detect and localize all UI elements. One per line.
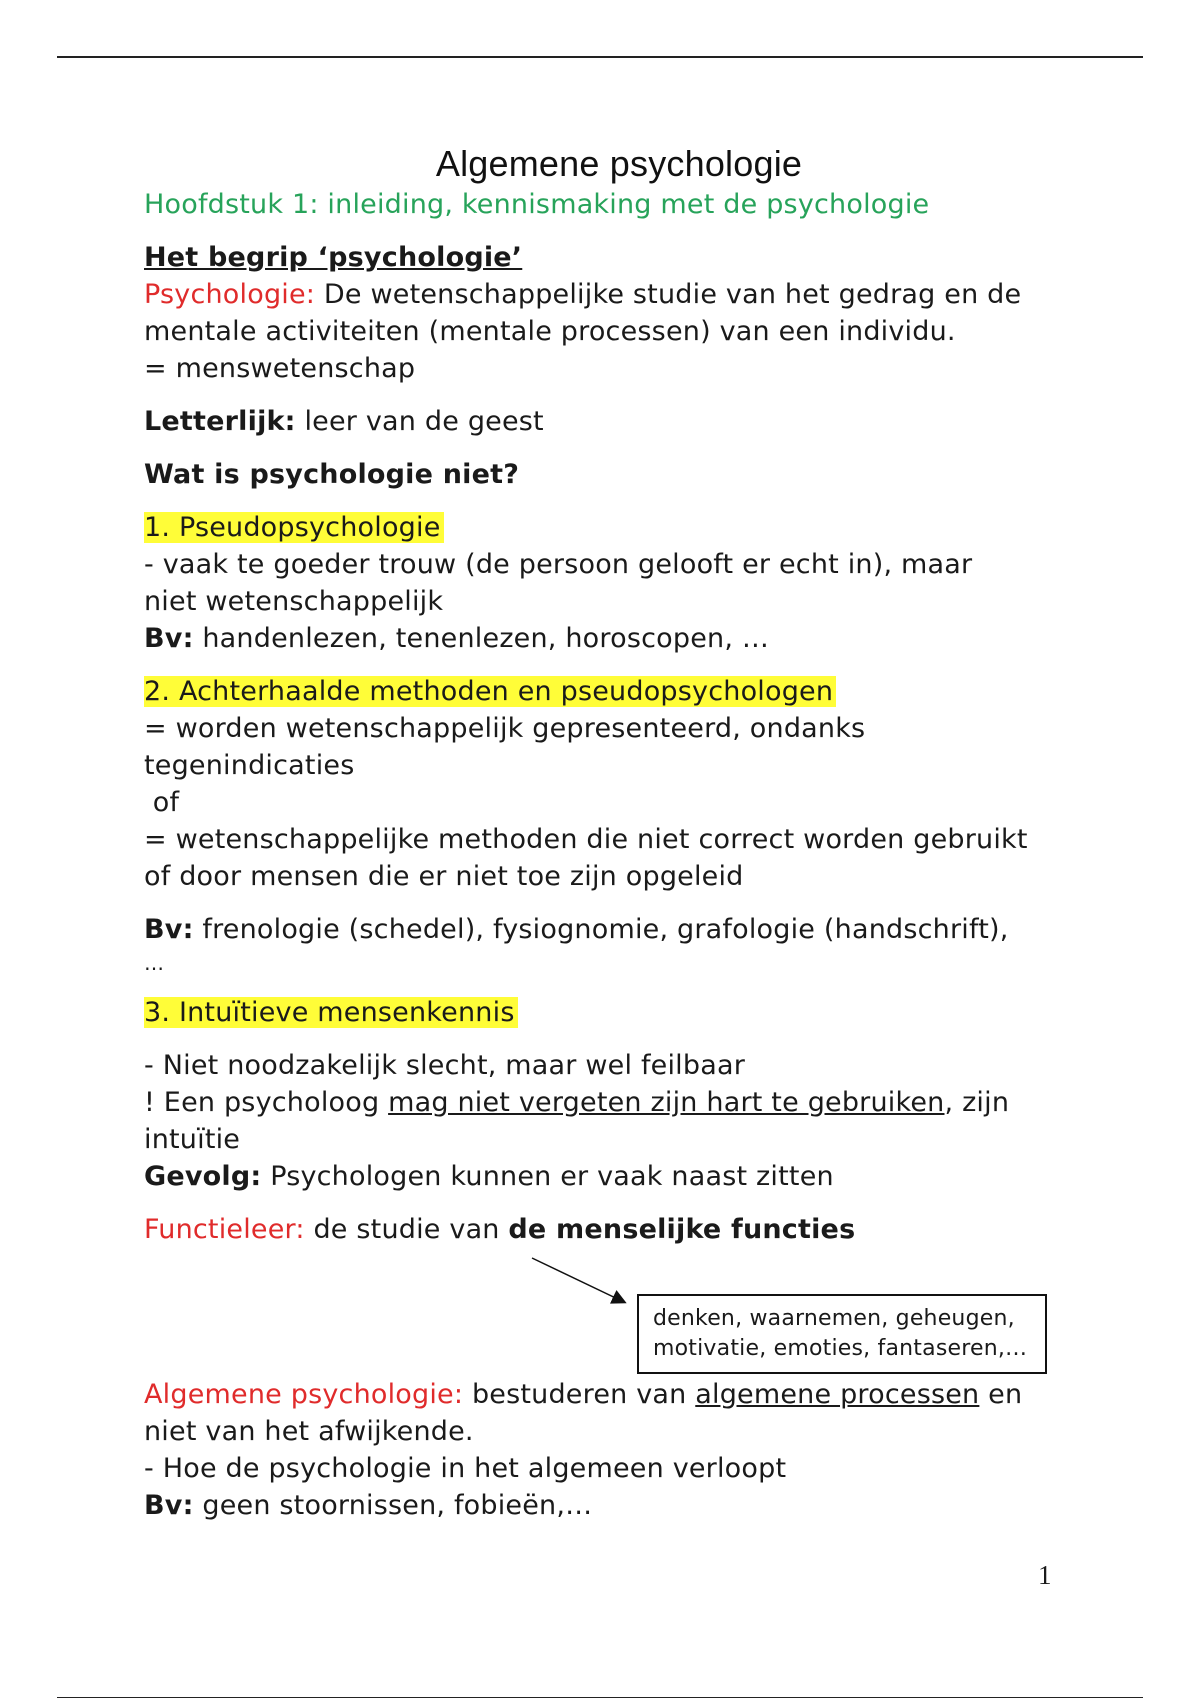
item3-line: ! Een psycholoog mag niet vergeten zijn hart te gebruiken, zijn — [144, 1087, 1010, 1118]
algemeen-line: Algemene psychologie: bestuderen van algemene processen en — [144, 1379, 1023, 1410]
algemeen-line: niet van het afwijkende. — [144, 1416, 474, 1447]
definition-line: mentale activiteiten (mentale processen) van een individu. — [144, 316, 956, 347]
item2-title: 2. Achterhaalde methoden en pseudopsychologen — [144, 676, 836, 707]
page-number: 1 — [1038, 1560, 1052, 1590]
item2-example: Bv: frenologie (schedel), fysiognomie, grafologie (handschrift), — [144, 914, 1009, 945]
letterlijk-line: Letterlijk: leer van de geest — [144, 406, 544, 437]
algemeen-line: - Hoe de psychologie in het algemeen verloopt — [144, 1453, 787, 1484]
item2-line: of — [144, 787, 180, 818]
item1-line: - vaak te goeder trouw (de persoon gelooft er echt in), maar — [144, 549, 973, 580]
bottom-rule — [57, 1697, 1143, 1698]
arrow-icon — [524, 1252, 644, 1312]
box-line: denken, waarnemen, geheugen, — [653, 1306, 1015, 1331]
functieleer-line: Functieleer: de studie van de menselijke functies — [144, 1214, 856, 1245]
page-content — [144, 142, 1074, 1524]
item2-line: of door mensen die er niet toe zijn opgeleid — [144, 861, 744, 892]
item1-example: Bv: handenlezen, tenenlezen, horoscopen, … — [144, 623, 770, 654]
item3-line: intuïtie — [144, 1124, 241, 1155]
box-line: motivatie, emoties, fantaseren,… — [653, 1336, 1028, 1361]
gevolg-line: Gevolg: Psychologen kunnen er vaak naast zitten — [144, 1161, 834, 1192]
functions-box — [637, 1294, 1047, 1374]
item2-line: = worden wetenschappelijk gepresenteerd, ondanks — [144, 713, 866, 744]
page-title: Algemene psychologie — [435, 143, 803, 184]
item1-title: 1. Pseudopsychologie — [144, 512, 444, 543]
algemeen-example: Bv: geen stoornissen, fobieën,… — [144, 1490, 593, 1521]
item3-line: - Niet noodzakelijk slecht, maar wel feilbaar — [144, 1050, 746, 1081]
psychologie-definition: Psychologie: De wetenschappelijke studie van het gedrag en de — [144, 279, 1022, 310]
niet-heading: Wat is psychologie niet? — [144, 459, 520, 490]
section-heading: Het begrip ‘psychologie’ — [144, 242, 523, 273]
item1-line: niet wetenschappelijk — [144, 586, 444, 617]
item2-line: tegenindicaties — [144, 750, 355, 781]
definition-line: = menswetenschap — [144, 353, 416, 384]
chapter-subtitle: Hoofdstuk 1: inleiding, kennismaking met de psychologie — [144, 189, 930, 220]
item2-line: = wetenschappelijke methoden die niet correct worden gebruikt — [144, 824, 1028, 855]
psychologie-term: Psychologie: — [144, 279, 316, 310]
top-rule — [57, 56, 1143, 58]
item2-example-cont: … — [144, 951, 165, 975]
item3-title: 3. Intuïtieve mensenkennis — [144, 997, 518, 1028]
